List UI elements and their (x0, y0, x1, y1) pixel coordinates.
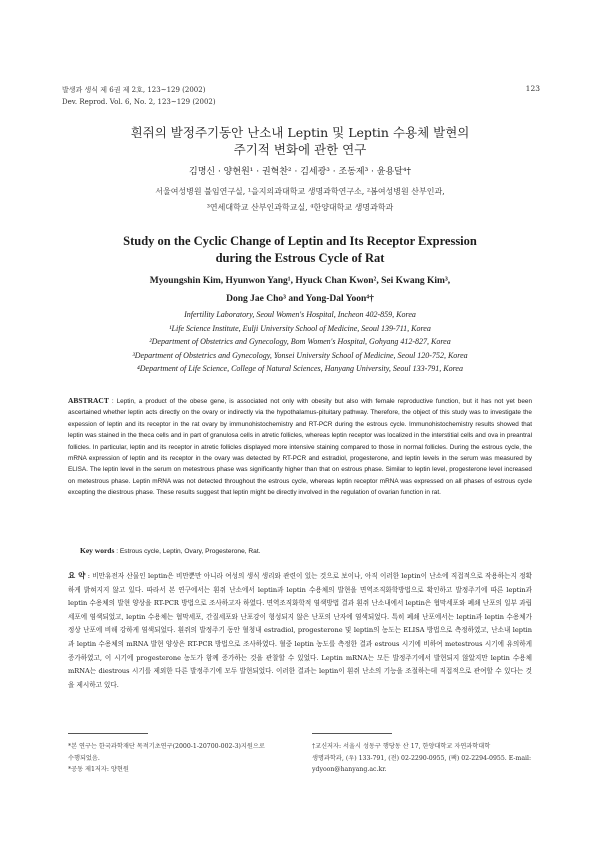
affiliation-line: ⁴Department of Life Science, College of Natural Sciences, Hanyang University, Seoul 133-791, Korea (137, 364, 463, 373)
footnote-line: ydyoon@hanyang.ac.kr. (312, 766, 387, 773)
korean-summary (68, 569, 532, 692)
journal-citation-en: Dev. Reprod. Vol. 6, No. 2, 123~129 (2002) (62, 98, 216, 106)
footnote-rule-right (312, 733, 392, 734)
english-title (60, 233, 540, 267)
keywords-text: : Estrous cycle, Leptin, Ovary, Progesterone, Rat. (116, 548, 261, 555)
corresponding-author-footnote (312, 741, 537, 776)
footnote-rule-left (68, 733, 148, 734)
footnote-line: 수행되었음. (68, 754, 100, 762)
english-authors-line: Myoungshin Kim, Hyunwon Yang¹, Hyuck Chan Kwon², Sei Kwang Kim³, (149, 276, 451, 286)
footnote-line: *공동 제1저자: 양현원 (68, 766, 129, 773)
summary-text: : 비만유전자 산물인 leptin은 비만뿐만 아니라 여성의 생식 생리와 관련이 있는 것으로 보이나, 아직 이러한 leptin이 난소에 직접적으로 작용하는지 정확하게 밝혀지지 않고 있다. 따라서 본 연구에서는 흰쥐 난소에서 leptin과 leptin 수용체의 발현을 면역조직화학방법으로 확인하고 발정주기에 따른 leptin과 leptin 수용체의 발현 양상을 RT-PCR 방법으로 조사하고자 하였다. 면역조직화학적 염색방법 결과 흰쥐 난소내에서 leptin은 협막세포와 폐쇄 난포의 일부 과립세포에 염색되었고, leptin 수용체는 협막세포, 간질세포와 난포강이 형성되지 않은 난포의 난자에 염색되었다. 특히 폐쇄 난포에서는 leptin과 leptin 수용체가 정상 난포에 비해 강하게 염색되었다. 흰쥐의 발정주기 동안 혈청내 estradiol, progesterone 및 leptin의 농도는 ELISA 방법으로 측정하였고, 난소내 leptin과 leptin 수용체의 mRNA 발현 양상은 RT-PCR 방법으로 조사하였다. 혈중 leptin 농도를 측정한 결과 estrous 시기에 비하여 metestrous 시기에 유의하게 증가하였고, 이 시기에 progesterone 농도가 함께 증가하는 것을 관찰할 수 있었다. Leptin mRNA는 모든 발정주기에서 발현되지 않았지만 leptin 수용체 mRNA는 diestrous 시기를 제외한 다른 발정주기에 모두 발현되었다. 이러한 결과는 leptin이 흰쥐 난소의 기능을 조절하는데 직접적으로 관여할 수 있다는 것을 제시하고 있다. (68, 572, 532, 689)
footnote-line: *본 연구는 한국과학재단 목적기초연구(2000-1-20700-002-3)지원으로 (68, 743, 265, 750)
footnote-line: †교신저자: 서울시 성동구 행당동 산 17, 한양대학교 자연과학대학 (312, 743, 491, 750)
english-title-line: Study on the Cyclic Change of Leptin and Its Receptor Expression (123, 234, 477, 248)
affiliation-line: ²Department of Obstetrics and Gynecology, Bom Women's Hospital, Gohyang 412-827, Korea (149, 337, 451, 346)
abstract-label: ABSTRACT (68, 396, 109, 405)
journal-header (62, 84, 216, 108)
page-number: 123 (525, 84, 540, 93)
affiliation-line: ¹Life Science Institute, Eulji University School of Medicine, Seoul 139-711, Korea (169, 323, 431, 333)
english-authors-line: Dong Jae Cho³ and Yong-Dal Yoon⁴† (226, 294, 374, 304)
summary-label: 요 약 (68, 571, 86, 580)
korean-authors: 김명신 · 양현원¹ · 권혁찬² · 김세광³ · 조동제³ · 윤용달⁴† (189, 167, 411, 177)
abstract (68, 395, 532, 499)
english-authors (60, 272, 540, 308)
english-title-line: during the Estrous Cycle of Rat (215, 251, 385, 265)
journal-citation-kr: 발생과 생식 제 6권 제 2호, 123~129 (2002) (62, 86, 206, 94)
korean-affiliations (60, 184, 540, 216)
english-affiliations (60, 308, 540, 376)
korean-affiliation-line: ³연세대학교 산부인과학교실, ⁴한양대학교 생명과학과 (206, 203, 394, 212)
keywords (80, 546, 261, 555)
korean-title-line: 흰쥐의 발정주기동안 난소내 Leptin 및 Leptin 수용체 발현의 (130, 125, 470, 140)
affiliation-line: ³Department of Obstetrics and Gynecology, Yonsei University School of Medicine, Seoul 120-752, Korea (132, 350, 468, 360)
funding-footnote (68, 741, 288, 776)
keywords-label: Key words (80, 546, 115, 555)
abstract-text: : Leptin, a product of the obese gene, is associated not only with obesity but also with female reproductive function, but it has not yet been ascertained whether leptin acts directly on the ovary or indirectly via the hypothalamus-pituitary pathway. Therefore, the object of this study was to investigate the expession of leptin and its receptor in the rat ovary by immunohistochemistry and RT-PCR during the estrous cycle. Immunohistochemistry results showed that leptin was stained in the theca cells and in part of granulosa cells in atretic follicles, whereas leptin receptor was localized in the interstitial cells and ova in preantral follicles. In particular, leptin and its receptor in atretic follicles displayed more intensive staining compared to those in normal follicles. During the estrous cycle, the mRNA expression of leptin and its receptor in the ovary was detected by RT-PCR and estradiol, progesterone, and leptin levels in the serum was measured by ELISA. The leptin level in the serum on metestrous phase was significantly higher than that on estrous phase. Similar to leptin level, progesterone level increased on metestrous phase. Leptin mRNA was not detected throughout the estrous cycle, whereas leptin receptor mRNA was expressed on all phases of estrous cycle excepting the diestrous phase. These results suggest that leptin might be directly involved in the regulation of ovarian function in rat. (68, 398, 532, 497)
korean-title (60, 124, 540, 158)
footnote-line: 생명과학과, (우) 133-791, (전) 02-2290-0955, (팩) 02-2294-0955. E-mail: (312, 754, 532, 762)
korean-affiliation-line: 서울여성병원 불임연구실, ¹을지의과대학교 생명과학연구소, ²봄여성병원 산부인과, (155, 187, 445, 196)
affiliation-line: Infertility Laboratory, Seoul Women's Hospital, Incheon 402-859, Korea (184, 310, 416, 319)
korean-title-line: 주기적 변화에 관한 연구 (233, 142, 367, 157)
